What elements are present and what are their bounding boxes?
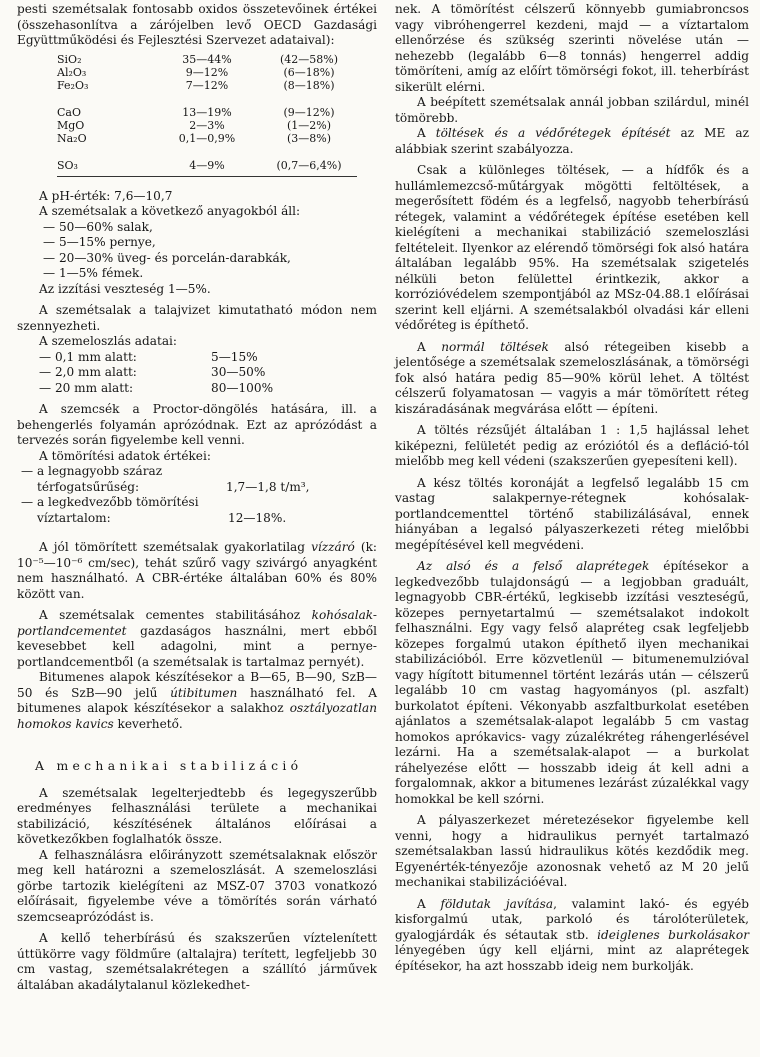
list-item: — 20—30% üveg- és porcelán-darabkák,	[43, 250, 291, 265]
ignition-loss-line: Az izzítási veszteség 1—5%.	[39, 281, 211, 296]
table-row: — 0,1 mm alatt: 5—15%	[39, 349, 258, 364]
mechanical-paragraph-2: A felhasználásra előirányzott szemétsalaknak először meg kell határozni a szemeloszlását. A szemeloszlási görbe tartozik kielégíteni az MSZ-07 3703 vonatkozó előírásait, figyelembe véve a tömörítés során várható szemcseaprózódást is.	[17, 847, 377, 924]
table-row: SiO₂ 35—44% (42—58%)	[57, 52, 339, 66]
oxide-intro-paragraph: pesti szemétsalak fontosabb oxidos összetevőinek értékei (összehasonlítva a zárójelben levő OECD Gazdasági Együttműködési és Fejlesztési Szervezet adataival):	[17, 2, 377, 47]
section-heading: A mechanikai stabilizáció	[35, 758, 303, 773]
list-item: — 50—60% salak,	[43, 219, 153, 234]
cement-paragraph: A szemétsalak cementes stabilitásához kohósalak-portlandcementet gazdaságos használni, mert ebből kevesebbet kell adagolni, mint a pernye-portlandcementből (a szemétsalak is tartalmaz pernyét).	[17, 608, 377, 669]
compaction-intro: A tömörítési adatok értékei:	[39, 448, 211, 463]
mechanical-paragraph-3: A kellő teherbírású és szakszerűen víztelenített úttükörre vagy földműre (altalajra) terített, legfeljebb 30 cm vastag, szemétsalakrétegen a szállító járművek általában akadálytalanul közlekedhet-	[17, 931, 377, 992]
list-item: — 5—15% pernye,	[43, 235, 156, 249]
proctor-paragraph: A szemcsék a Proctor-döngölés hatására, ill. a behengerlés folyamán aprózódnak. Ezt az aprózódást a tervezés során figyelembe kell venni.	[17, 402, 377, 447]
ph-value-line: A pH-érték: 7,6—10,7	[39, 188, 173, 203]
table-row: CaO 13—19% (9—12%)	[57, 105, 335, 119]
list-item: — 1—5% fémek.	[43, 266, 144, 280]
compaction-table	[21, 464, 310, 526]
grading-intro: A szemeloszlás adatai:	[39, 334, 177, 348]
solidification-paragraph: A beépített szemétsalak annál jobban szilárdul, minél tömörebb.	[395, 95, 749, 125]
slope-paragraph: A töltés rézsűjét általában 1 : 1,5 hajlással lehet kiképezni, felületét pedig az eróziótól és a defláció-tól mielőbb meg kell védeni (szakszerűen gyepesíteni kell).	[395, 423, 749, 468]
special-embankments-paragraph: Csak a különleges töltések, — a hídfők és a hullámlemezcső-műtárgyak mögötti feltöltések, a megerősített födém és a legfelső, nagyobb teherbírású rétegek, valamint a védőrétegek építése esetében kell kielégíteni a mechanikai stabilizáció szemeloszlási feltételeit. Ilyenkor az elérendő tömörségi fok alsó határa általában legalább 95%. Ha szemétsalak szigetelés nélküli beton felülettel érintkezik, akkor a korrózióvédelem szempontjából az MSz-04.88.1 előírásai szerint kell eljárni. A szemétsalakból olvadási kár elleni védőréteg is építhető.	[395, 163, 749, 332]
table-row: SO₃ 4—9% (0,7—6,4%)	[57, 158, 342, 172]
grading-table	[39, 350, 273, 397]
compaction-continued-paragraph: nek. A tömörítést célszerű könnyebb gumiabroncsos vagy vibróhengerrel kezdeni, majd — a víztartalom ellenőrzése és szükség szerinti növelése után — nehezebb (legalább 6—8 tonnás) hengerrel addig tömöríteni, amíg az előírt tömörségi fokot, ill. teherbírást sikerült elérni.	[395, 2, 749, 94]
base-layers-paragraph: Az alsó és a felső alaprétegek építésekor a legkedvezőbb tulajdonságú — a legjobban graduált, legnagyobb CBR-értékű, legkisebb izzítási veszteségű, közepes pernyetartalmú — szemétsalakot indokolt felhasználni. Egy vagy felső alapréteg csak legfeljebb közepes forgalmú utakon építhető ilyen mechanikai stabilizációból. Erre közvetlenül — bitumenemulzióval vagy hígított bitumennel történt lezárás után — célszerű legalább 10 cm vastag hagyományos (pl. aszfalt) burkolatot építeni. Vékonyabb aszfaltburkolat esetében ajánlatos a szemétsalak-alapot legalább 5 cm vastag homokos aprókavics- vagy zúzalékréteg ráhengerlésével lezárni. Ha a szemétsalak-alapot — a burkolat ráhelyezése előtt — hosszabb ideig át kell adni a forgalomnak, akkor a bitumenes lezárást zúzalékkal vagy homokkal be kell szórni.	[395, 559, 750, 806]
crown-protection-paragraph: A kész töltés koronáját a legfelső legalább 15 cm vastag salakpernye-rétegnek kohósalak-portlandcementtel történő stabilizálásával, ennek hiányában a legalsó pályaszerkezeti réteg mielőbbi megépítésével kell megvédeni.	[395, 475, 749, 552]
table-row: MgO 2—3% (1—2%)	[57, 118, 332, 132]
mechanical-paragraph-1: A szemétsalak legelterjedtebb és legegyszerűbb eredményes felhasználási területe a mechanikai stabilizáció, készítésének általános előírásai a következőkben foglalhatók össze.	[17, 785, 377, 846]
dirt-roads-paragraph: A földutak javítása, valamint lakó- és egyéb kisforgalmú utak, parkoló és tárolóterületek, gyalogjárdák és sétautak stb. ideiglenes burkolásakor lényegében úgy kell eljárni, mint az alaprétegek építésekor, ha azt hosszabb ideig nem burkolják.	[395, 896, 750, 973]
pavement-design-paragraph: A pályaszerkezet méretezésekor figyelembe kell venni, hogy a hidraulikus pernyét tartalmazó szemétsalakban lassú hidraulikus kötés kezdődik meg. Egyenérték-tényezője azonosnak vehető az M 20 jelű mechanikai stabilizációéval.	[395, 813, 749, 889]
normal-embankments-paragraph: A normál töltések alsó rétegeiben kisebb a jelentősége a szemétsalak szemeloszlásának, a tömörségi fok alsó határa pedig 85—90% körül lehet. A töltést célszerű folyamatosan — vagyis a már tömörített réteg kiszáradásának megvárása előtt — építeni.	[395, 339, 749, 416]
watertightness-paragraph: A jól tömörített szemétsalak gyakorlatilag vízzáró (k: 10⁻⁵—10⁻⁶ cm/sec), tehát szűrő vagy szivárgó anyagként nem használható. A CBR-értéke általában 60% és 80% között van.	[17, 540, 377, 601]
table-row: — a legnagyobb száraz térfogatsűrűség: 1,7—1,8 t/m³,	[21, 464, 310, 494]
table-row: Fe₂O₃ 7—12% (8—18%)	[57, 78, 335, 92]
left-column	[17, 2, 377, 993]
groundwater-paragraph: A szemétsalak a talajvizet kimutatható módon nem szennyezheti.	[17, 303, 377, 333]
bitumen-paragraph: Bitumenes alapok készítésekor a B—65, B—90, SzB—50 és SzB—90 jelű útibitumen használható fel. A bitumenes alapok készítésekor a salakhoz osztályozatlan homokos kavics keverhető.	[17, 670, 377, 731]
composition-list	[17, 220, 377, 282]
table-row: — 20 mm alatt: 80—100%	[39, 380, 274, 395]
table-row: Al₂O₃ 9—12% (6—18%)	[57, 65, 335, 79]
composition-intro: A szemétsalak a következő anyagokból áll:	[39, 204, 301, 218]
table-bottom-rule	[57, 176, 357, 177]
embankment-rules-paragraph: A töltések és a védőrétegek építését az ME az alábbiak szerint szabályozza.	[395, 126, 749, 156]
table-row: — 2,0 mm alatt: 30—50%	[39, 365, 266, 379]
table-row: — a legkedvezőbb tömörítési víztartalom: 12—18%.	[21, 495, 287, 525]
right-column	[395, 2, 749, 974]
table-row: Na₂O 0,1—0,9% (3—8%)	[57, 131, 332, 145]
oxide-composition-table	[57, 53, 357, 172]
